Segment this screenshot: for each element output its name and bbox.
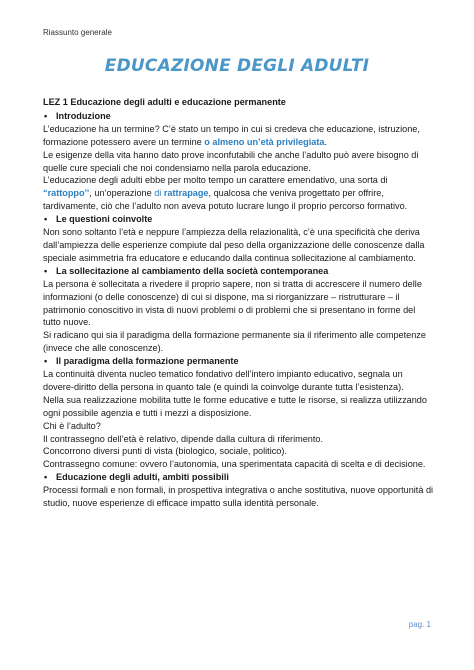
section-heading-questioni — [43, 213, 435, 226]
text-run: L’educazione degli adulti ebbe per molto tempo un carattere emendativo, una sorta di — [43, 175, 388, 186]
text-run: L’educazione ha un termine? C’è stato un tempo in cui si credeva che educazione, istruzione, formazione potessero avere un termine — [43, 123, 420, 147]
section-heading-text: La sollecitazione al cambiamento della società contemporanea — [56, 265, 329, 276]
paragraph: Nella sua realizzazione mobilita tutte le forme educative e tutte le risorse, si realizza utilizzando ogni possibile agenzia e tutti i mezzi a disposizione. — [43, 394, 427, 418]
bullet-icon: • — [44, 110, 48, 121]
bullet-icon: • — [44, 265, 48, 276]
paragraph — [43, 123, 435, 149]
bullet-icon: • — [44, 214, 48, 225]
paragraph: Il contrassegno dell’età è relativo, dipende dalla cultura di riferimento. — [43, 433, 323, 444]
highlighted-text: di — [154, 188, 164, 199]
section-heading-sollecitazione — [43, 265, 435, 278]
text-run: , un’operazione — [89, 188, 155, 199]
paragraph: Chi è l’adulto? — [43, 420, 101, 431]
paragraph — [43, 174, 435, 213]
highlighted-text: “rattoppo’’ — [43, 188, 90, 199]
paragraph: La continuità diventa nucleo tematico fondativo dell’intero impianto educativo, segnala un dovere-diritto della persona in quanto tale (e quindi la coinvolge durante tutta l’esistenza). — [43, 369, 404, 392]
section-heading-text: Educazione degli adulti, ambiti possibili — [56, 472, 229, 483]
paragraph: Le esigenze della vita hanno dato prove inconfutabili che anche l’adulto può avere bisogno di quelle cure speciali che noi condensiamo nella parola educazione. — [43, 149, 419, 173]
document-body — [43, 96, 435, 510]
paragraph: Concorrono diversi punti di vista (biologico, sociale, politico). — [43, 446, 287, 457]
section-heading-ambiti — [43, 471, 435, 484]
paragraph: Non sono soltanto l’età e neppure l’ampiezza della relazionalità, c’è una specificità che deriva dall’ampiezza delle esperienze compiute dal peso della organizzazione delle conoscenze dalla speciale asimmetria fra educatore e educando dalla continua sollecitazione al cambiamento. — [43, 227, 425, 263]
paragraph: La persona è sollecitata a rivedere il proprio sapere, non si tratta di accrescere il numero delle informazioni (o delle conoscenze) di cui si dispone, ma si riorganizzare – ristrutturare – il patrimonio conoscitivo in vista di nuovi problemi o di problemi che si presentano in forme del tutto nuove. — [43, 278, 422, 328]
paragraph: Contrassegno comune: ovvero l’autonomia, una sperimentata capacità di scelta e di decisione. — [43, 459, 426, 470]
paragraph: Processi formali e non formali, in prospettiva integrativa o anche sostitutiva, nuove opportunità di studio, nuove esperienze di efficace impatto sulla identità personale. — [43, 485, 434, 509]
paragraph: Si radicano qui sia il paradigma della formazione permanente sia il riferimento alle competenze (invece che alle conoscenze). — [43, 330, 426, 354]
section-heading-text: Il paradigma della formazione permanente — [56, 356, 239, 367]
section-heading-paradigma — [43, 355, 435, 368]
highlighted-text: o almeno un’età privilegiata — [204, 136, 325, 147]
document-title: EDUCAZIONE DEGLI ADULTI — [104, 56, 370, 76]
text-run: . — [324, 136, 328, 147]
page-number: pag. 1 — [408, 620, 431, 629]
section-heading-introduzione — [43, 110, 435, 123]
running-header: Riassunto generale — [43, 28, 112, 37]
highlighted-text: rattrapage — [163, 188, 209, 199]
lesson-heading: LEZ 1 Educazione degli adulti e educazione permanente — [43, 97, 286, 107]
section-heading-text: Le questioni coinvolte — [56, 214, 153, 225]
bullet-icon: • — [44, 356, 48, 367]
section-heading-text: Introduzione — [56, 110, 111, 121]
bullet-icon: • — [44, 472, 48, 483]
text-run: , qualcosa che veniva progettato per offrire, tardivamente, ciò che l’adulto non aveva potuto lucrare lungo il proprio percorso formativo. — [43, 188, 408, 212]
